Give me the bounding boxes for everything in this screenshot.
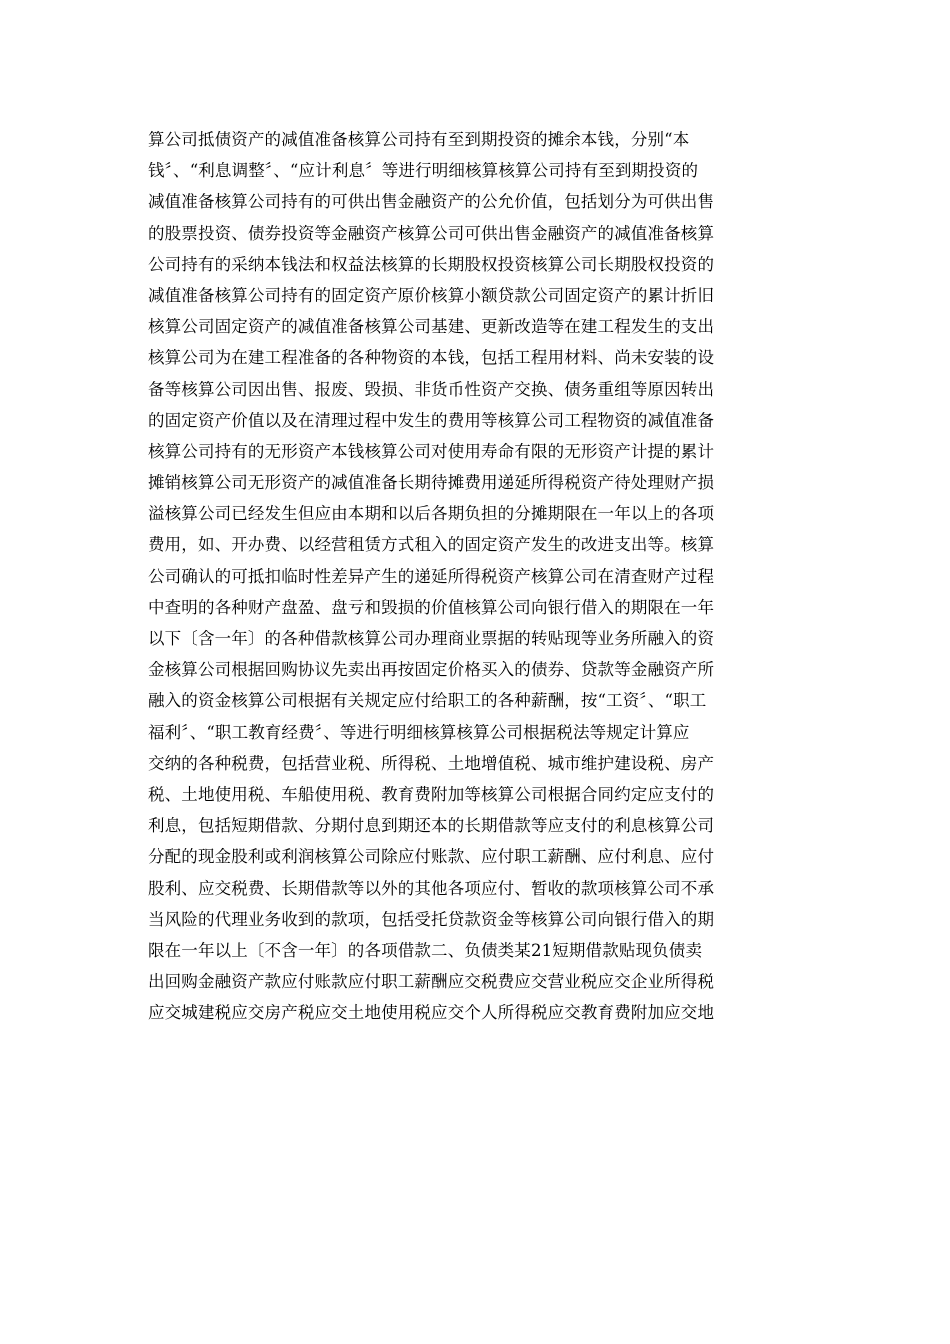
text-line: 减值准备核算公司持有的可供出售金融资产的公允价值，包括划分为可供出售 [148, 192, 715, 212]
text-line: 金核算公司根据回购协议先卖出再按固定价格买入的债券、贷款等金融资产所 [148, 660, 715, 680]
text-line: 以下〔含一年〕的各种借款核算公司办理商业票据的转贴现等业务所融入的资 [148, 629, 715, 648]
text-line: 应交城建税应交房产税应交土地使用税应交个人所得税应交教育费附加应交地 [148, 1003, 715, 1023]
text-line: 利息，包括短期借款、分期付息到期还本的长期借款等应支付的利息核算公司 [148, 816, 715, 836]
text-line: 的股票投资、债券投资等金融资产核算公司可供出售金融资产的减值准备核算 [148, 223, 715, 243]
text-line: 算公司抵债资产的减值准备核算公司持有至到期投资的摊余本钱，分别“本 [148, 130, 690, 149]
text-line: 限在一年以上〔不含一年〕的各项借款二、负债类某21短期借款贴现负债卖 [148, 940, 703, 960]
text-line: 费用，如、开办费、以经营租赁方式租入的固定资产发生的改进支出等。核算 [148, 535, 715, 555]
text-line: 出回购金融资产款应付账款应付职工薪酬应交税费应交营业税应交企业所得税 [148, 972, 715, 992]
text-line: 公司持有的采纳本钱法和权益法核算的长期股权投资核算公司长期股权投资的 [148, 254, 715, 274]
text-line: 税、土地使用税、车船使用税、教育费附加等核算公司根据合同约定应支付的 [148, 784, 715, 804]
text-line: 的固定资产价值以及在清理过程中发生的费用等核算公司工程物资的减值准备 [148, 410, 715, 430]
text-line: 公司确认的可抵扣临时性差异产生的递延所得税资产核算公司在清查财产过程 [148, 566, 715, 586]
text-line: 交纳的各种税费，包括营业税、所得税、土地增值税、城市维护建设税、房产 [148, 753, 715, 773]
text-line: 溢核算公司已经发生但应由本期和以后各期负担的分摊期限在一年以上的各项 [148, 504, 715, 524]
text-line: 核算公司固定资产的减值准备核算公司基建、更新改造等在建工程发生的支出 [148, 317, 715, 337]
text-line: 钱〞、“利息调整〞、“应计利息〞等进行明细核算核算公司持有至到期投资的 [148, 161, 699, 181]
text-line: 核算公司持有的无形资产本钱核算公司对使用寿命有限的无形资产计提的累计 [148, 441, 715, 461]
text-line: 核算公司为在建工程准备的各种物资的本钱，包括工程用材料、尚未安装的设 [148, 348, 715, 368]
text-line: 福利〞、“职工教育经费〞、等进行明细核算核算公司根据税法等规定计算应 [148, 722, 690, 742]
text-line: 备等核算公司因出售、报废、毁损、非货币性资产交换、债务重组等原因转出 [148, 379, 715, 399]
text-line: 减值准备核算公司持有的固定资产原价核算小额贷款公司固定资产的累计折旧 [148, 285, 715, 305]
body-text [148, 124, 808, 1028]
text-line: 中查明的各种财产盘盈、盘亏和毁损的价值核算公司向银行借入的期限在一年 [148, 597, 715, 617]
text-line: 融入的资金核算公司根据有关规定应付给职工的各种薪酬，按“工资〞、“职工 [148, 691, 707, 711]
text-line: 股利、应交税费、长期借款等以外的其他各项应付、暂收的款项核算公司不承 [148, 878, 715, 898]
text-line: 当风险的代理业务收到的款项，包括受托贷款资金等核算公司向银行借入的期 [148, 909, 715, 929]
text-line: 摊销核算公司无形资产的减值准备长期待摊费用递延所得税资产待处理财产损 [148, 473, 715, 493]
text-line: 分配的现金股利或利润核算公司除应付账款、应付职工薪酬、应付利息、应付 [148, 847, 715, 867]
